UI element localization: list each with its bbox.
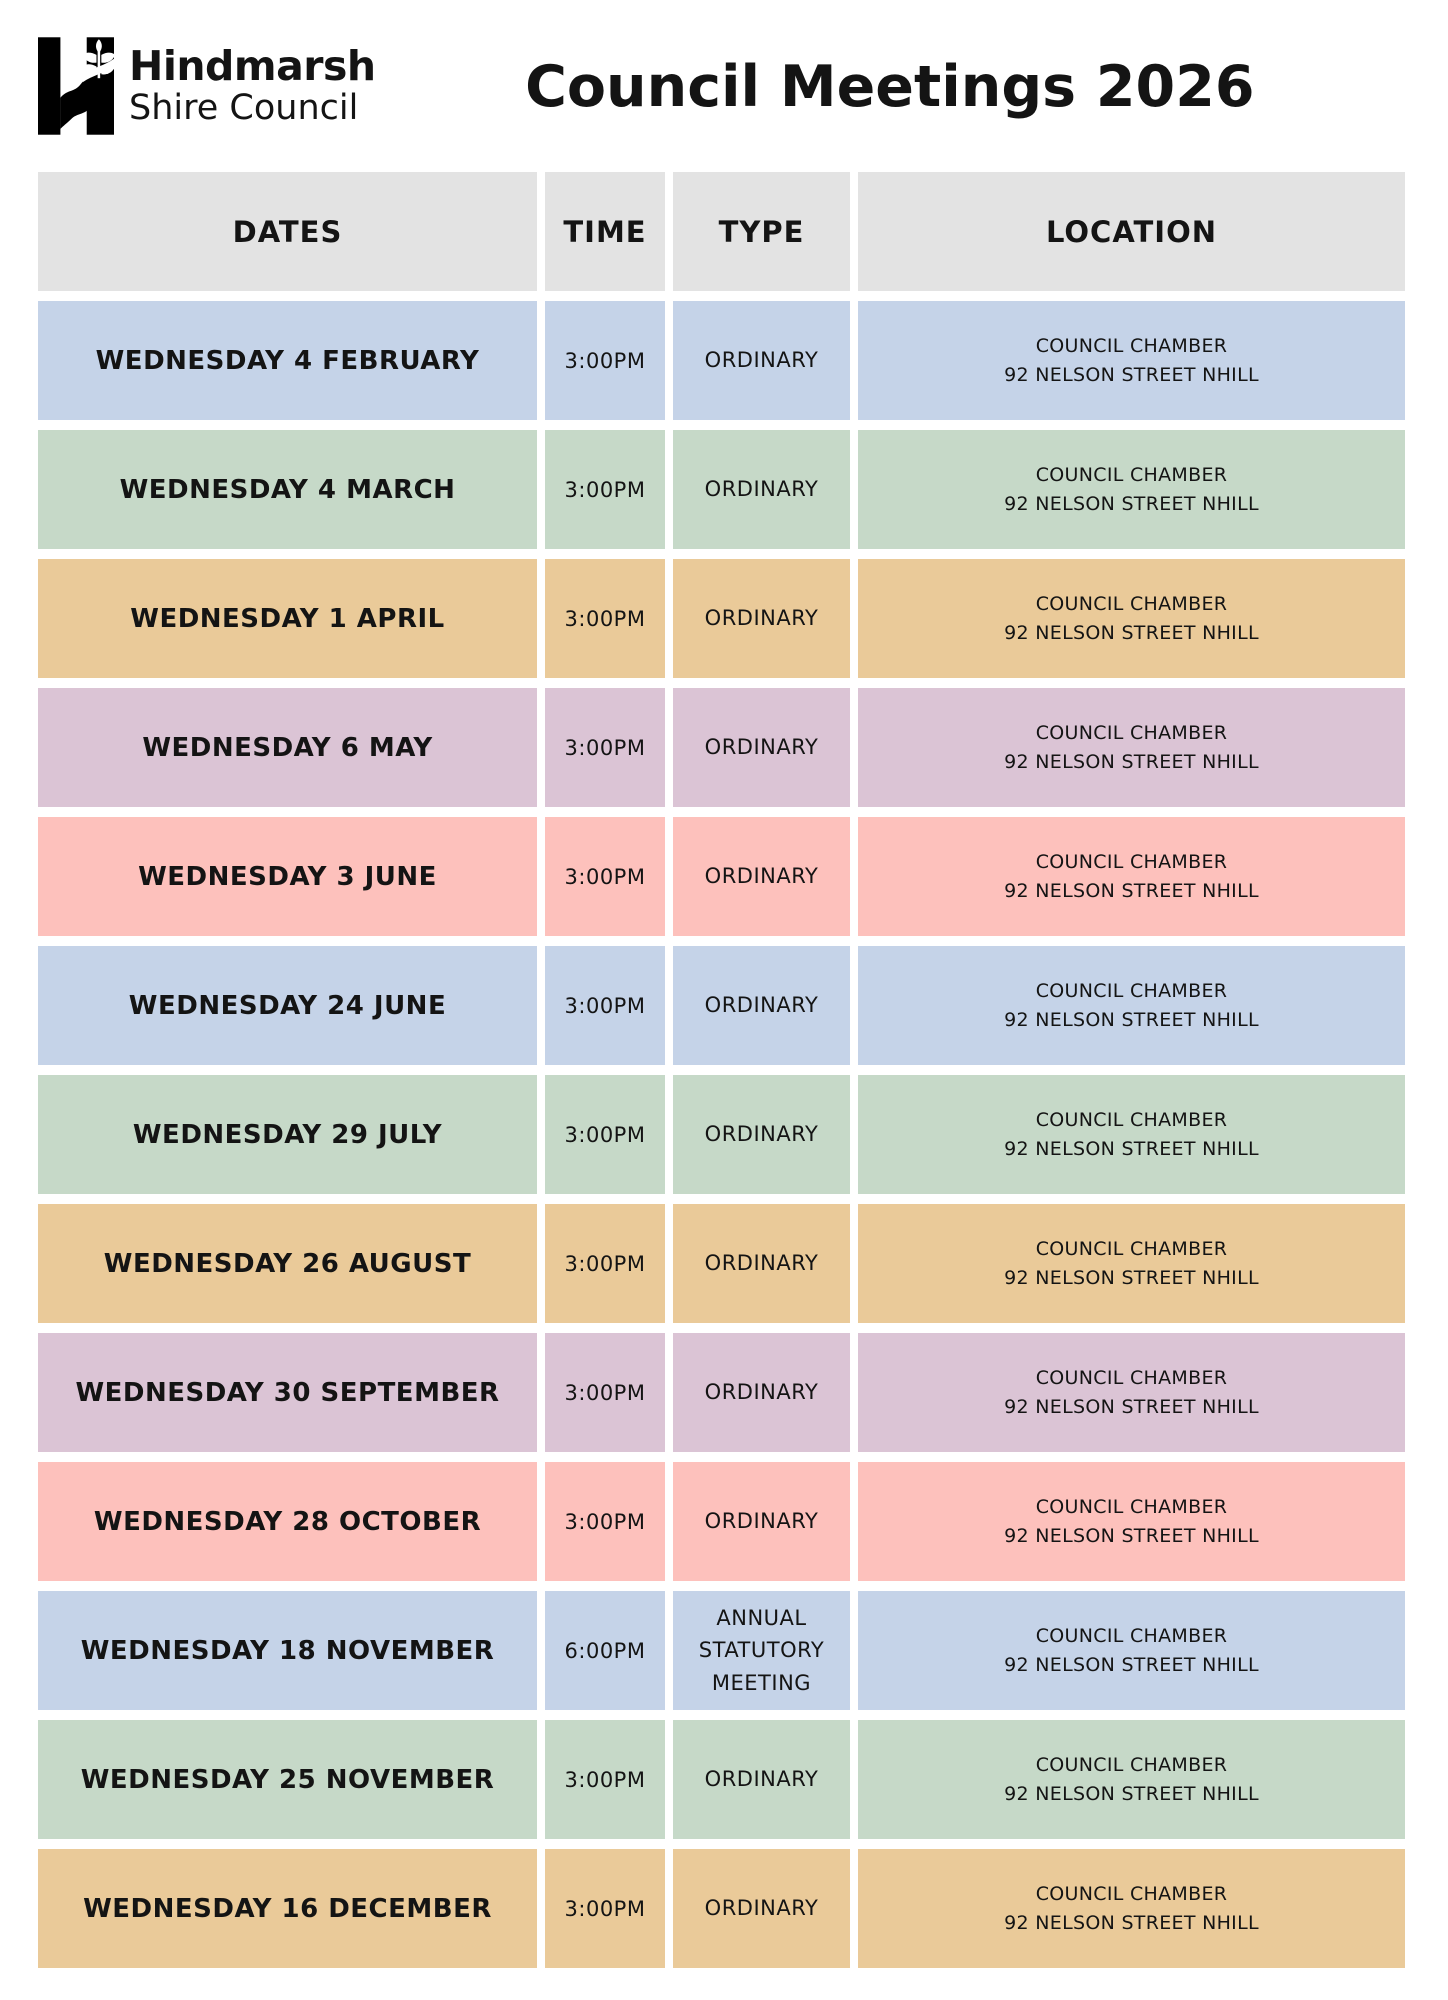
- type-cell: ORDINARY: [673, 1849, 850, 1968]
- location-line2: 92 NELSON STREET NHILL: [1004, 492, 1259, 515]
- date-cell: WEDNESDAY 26 AUGUST: [38, 1204, 537, 1323]
- time-cell: 3:00PM: [545, 301, 665, 420]
- location-line2: 92 NELSON STREET NHILL: [1004, 621, 1259, 644]
- date-cell: WEDNESDAY 30 SEPTEMBER: [38, 1333, 537, 1452]
- location-cell: [858, 1333, 1405, 1452]
- council-logo: [38, 36, 376, 138]
- brand-name-line1: Hindmarsh: [129, 41, 376, 90]
- location-line1: COUNCIL CHAMBER: [1035, 1109, 1228, 1131]
- location-cell: [858, 1720, 1405, 1839]
- type-cell: ORDINARY: [673, 946, 850, 1065]
- location-cell: [858, 1849, 1405, 1968]
- location-line1: COUNCIL CHAMBER: [1035, 1238, 1228, 1260]
- type-cell: ORDINARY: [673, 1075, 850, 1194]
- date-cell: WEDNESDAY 24 JUNE: [38, 946, 537, 1065]
- date-cell: WEDNESDAY 29 JULY: [38, 1075, 537, 1194]
- time-cell: 6:00PM: [545, 1591, 665, 1710]
- location-line2: 92 NELSON STREET NHILL: [1004, 1524, 1259, 1547]
- location-cell: [858, 817, 1405, 936]
- time-cell: 3:00PM: [545, 559, 665, 678]
- date-cell: WEDNESDAY 4 FEBRUARY: [38, 301, 537, 420]
- page-header: [0, 0, 1448, 172]
- time-cell: 3:00PM: [545, 946, 665, 1065]
- location-line2: 92 NELSON STREET NHILL: [1004, 1653, 1259, 1676]
- column-header-type: TYPE: [673, 172, 850, 291]
- time-cell: 3:00PM: [545, 1462, 665, 1581]
- type-cell: ORDINARY: [673, 301, 850, 420]
- type-cell: ORDINARY: [673, 1720, 850, 1839]
- type-cell: ORDINARY: [673, 817, 850, 936]
- page-title: Council Meetings 2026: [525, 54, 1255, 120]
- location-line2: 92 NELSON STREET NHILL: [1004, 1782, 1259, 1805]
- location-cell: [858, 559, 1405, 678]
- location-line2: 92 NELSON STREET NHILL: [1004, 750, 1259, 773]
- location-line1: COUNCIL CHAMBER: [1035, 980, 1228, 1002]
- location-line2: 92 NELSON STREET NHILL: [1004, 363, 1259, 386]
- type-cell: ORDINARY: [673, 1333, 850, 1452]
- time-cell: 3:00PM: [545, 817, 665, 936]
- time-cell: 3:00PM: [545, 1075, 665, 1194]
- time-cell: 3:00PM: [545, 1333, 665, 1452]
- location-cell: [858, 1075, 1405, 1194]
- location-line2: 92 NELSON STREET NHILL: [1004, 1911, 1259, 1934]
- location-line2: 92 NELSON STREET NHILL: [1004, 879, 1259, 902]
- location-line2: 92 NELSON STREET NHILL: [1004, 1395, 1259, 1418]
- location-line1: COUNCIL CHAMBER: [1035, 1496, 1228, 1518]
- date-cell: WEDNESDAY 3 JUNE: [38, 817, 537, 936]
- date-cell: WEDNESDAY 16 DECEMBER: [38, 1849, 537, 1968]
- location-cell: [858, 1591, 1405, 1710]
- date-cell: WEDNESDAY 28 OCTOBER: [38, 1462, 537, 1581]
- location-line1: COUNCIL CHAMBER: [1035, 722, 1228, 744]
- location-line1: COUNCIL CHAMBER: [1035, 1367, 1228, 1389]
- location-line1: COUNCIL CHAMBER: [1035, 593, 1228, 615]
- time-cell: 3:00PM: [545, 688, 665, 807]
- location-cell: [858, 946, 1405, 1065]
- location-cell: [858, 301, 1405, 420]
- type-cell: ORDINARY: [673, 430, 850, 549]
- time-cell: 3:00PM: [545, 1849, 665, 1968]
- location-cell: [858, 1462, 1405, 1581]
- location-line1: COUNCIL CHAMBER: [1035, 335, 1228, 357]
- location-line1: COUNCIL CHAMBER: [1035, 1883, 1228, 1905]
- column-header-dates: DATES: [38, 172, 537, 291]
- location-cell: [858, 688, 1405, 807]
- date-cell: WEDNESDAY 6 MAY: [38, 688, 537, 807]
- time-cell: 3:00PM: [545, 1204, 665, 1323]
- meetings-table: [38, 172, 1405, 1968]
- location-cell: [858, 1204, 1405, 1323]
- date-cell: WEDNESDAY 18 NOVEMBER: [38, 1591, 537, 1710]
- location-line2: 92 NELSON STREET NHILL: [1004, 1266, 1259, 1289]
- date-cell: WEDNESDAY 4 MARCH: [38, 430, 537, 549]
- location-line1: COUNCIL CHAMBER: [1035, 1625, 1228, 1647]
- column-header-time: TIME: [545, 172, 665, 291]
- location-line2: 92 NELSON STREET NHILL: [1004, 1137, 1259, 1160]
- location-line2: 92 NELSON STREET NHILL: [1004, 1008, 1259, 1031]
- date-cell: WEDNESDAY 25 NOVEMBER: [38, 1720, 537, 1839]
- type-cell: ORDINARY: [673, 688, 850, 807]
- type-cell: ANNUAL STATUTORY MEETING: [673, 1591, 850, 1710]
- type-cell: ORDINARY: [673, 1462, 850, 1581]
- location-line1: COUNCIL CHAMBER: [1035, 464, 1228, 486]
- location-cell: [858, 430, 1405, 549]
- type-cell: ORDINARY: [673, 559, 850, 678]
- column-header-location: LOCATION: [858, 172, 1405, 291]
- type-cell: ORDINARY: [673, 1204, 850, 1323]
- council-logo-icon: [38, 36, 114, 136]
- time-cell: 3:00PM: [545, 1720, 665, 1839]
- brand-name: [129, 36, 376, 138]
- time-cell: 3:00PM: [545, 430, 665, 549]
- location-line1: COUNCIL CHAMBER: [1035, 851, 1228, 873]
- brand-name-line2: Shire Council: [129, 87, 359, 128]
- date-cell: WEDNESDAY 1 APRIL: [38, 559, 537, 678]
- location-line1: COUNCIL CHAMBER: [1035, 1754, 1228, 1776]
